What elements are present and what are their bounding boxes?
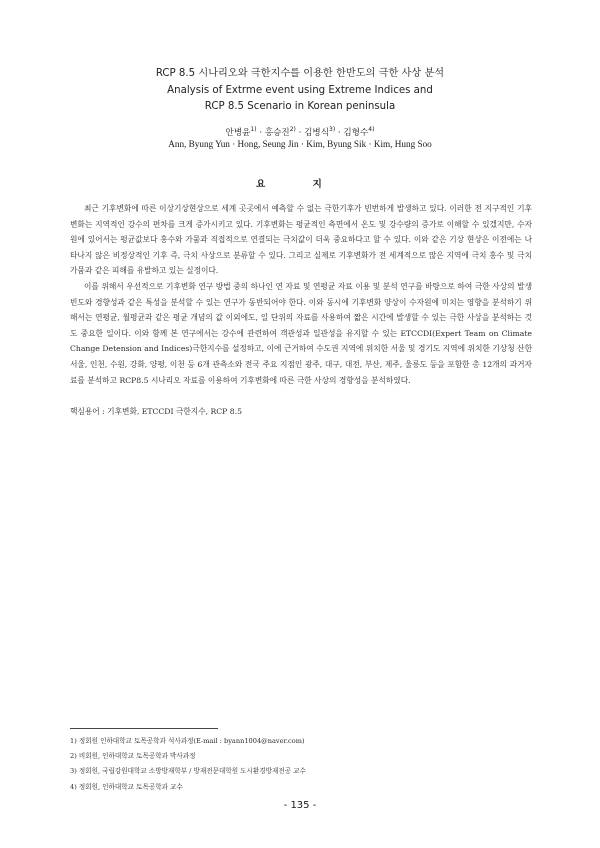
author-separator: · bbox=[295, 127, 305, 138]
page-number: - 135 - bbox=[283, 800, 317, 811]
title-english-line1: Analysis of Extrme event using Extreme Indices and bbox=[167, 84, 433, 96]
author-footnote-mark: 1) bbox=[250, 126, 257, 133]
author-name: 홍승진 bbox=[264, 127, 290, 138]
abstract-heading: 요 지 bbox=[256, 179, 344, 190]
footnotes bbox=[70, 734, 540, 795]
footnote-divider bbox=[70, 728, 218, 729]
author-name: 안병윤 bbox=[225, 127, 251, 138]
author-footnote-mark: 3) bbox=[329, 126, 336, 133]
author-footnote-mark: 4) bbox=[368, 126, 375, 133]
authors-english: Ann, Byung Yun · Hong, Seung Jin · Kim, Byung Sik · Kim, Hung Soo bbox=[168, 139, 432, 149]
title-korean: RCP 8.5 시나리오와 극한지수를 이용한 한반도의 극한 사상 분석 bbox=[155, 68, 445, 79]
footnote-item: 2) 비회원, 인하대학교 토목공학과 박사과정 bbox=[70, 752, 196, 761]
abstract-body bbox=[70, 201, 532, 388]
author-name: 김병식 bbox=[304, 127, 329, 138]
authors-korean bbox=[60, 124, 540, 139]
author-separator: · bbox=[256, 127, 265, 138]
author-name: 김형수 bbox=[343, 127, 369, 138]
author-separator: · bbox=[335, 127, 344, 138]
abstract-paragraph: 이를 위해서 우선적으로 기후변화 연구 방법 중의 하나인 연 자료 및 연평균 자료 이용 및 분석 연구를 바탕으로 하여 극한 사상의 발생빈도와 경향성과 같은 특성을 분석할 수 있는 연구가 동반되어야 한다. 이와 동시에 기후변화 양상이 수자원에 미치는 영향을 분석하기 위해서는 연평균, 월평균과 같은 평균 개념의 값 이외에도, 일 단위의 자료를 사용하여 짧은 시간에 발생할 수 있는 극한 사상을 분석하는 것도 중요한 일이다. 이와 함께 본 연구에서는 강수에 관련하여 객관성과 일관성을 유지할 수 있는 ETCCDI(Expert Team on Climate Change Detension and Indices)극한지수를 설정하고, 이에 근거하여 수도권 지역에 위치한 서울 및 경기도 지역에 위치한 기상청 산한 서울, 인천, 수원, 강화, 양평, 이천 등 6개 관측소와 전국 주요 지점인 광주, 대구, 대전, 부산, 제주, 울릉도 등을 포함한 총 12개의 과거자료를 분석하고 RCP8.5 시나리오 자료를 이용하여 기후변화에 따른 극한 사상의 경향성을 분석하였다. bbox=[70, 281, 532, 385]
keywords: 핵심용어 : 기후변화, ETCCDI 극한지수, RCP 8.5 bbox=[70, 407, 243, 416]
footnote-item: 1) 정회원 인하대학교 토목공학과 석사과정(E-mail : byann1004@naver.com) bbox=[70, 737, 305, 745]
footnote-item: 4) 정회원, 인하대학교 토목공학과 교수 bbox=[70, 782, 183, 791]
abstract-paragraph: 최근 기후변화에 따른 이상기상현상으로 세계 곳곳에서 예측할 수 없는 극한기후가 빈번하게 발생하고 있다. 이러한 전 지구적인 기후변화는 지역적인 강수의 편차를 크게 증가시키고 있다. 기후변화는 평균적인 측면에서 온도 및 강수량의 증가로 이해할 수 있겠지만, 수자원에 있어서는 평균값보다 홍수와 가뭄과 직접적으로 연결되는 극치값이 더욱 중요하다고 할 수 있다. 이와 같은 기상 현상은 이전에는 나타나지 않은 비정상적인 기후 즉, 극치 사상으로 분류할 수 있다. 그리고 실제로 기후변화가 전 세계적으로 많은 지역에 극치 홍수 및 극치 가뭄과 같은 피해를 유발하고 있는 실정이다. bbox=[70, 204, 532, 276]
title-english-line2: RCP 8.5 Scenario in Korean peninsula bbox=[204, 101, 396, 112]
author-footnote-mark: 2) bbox=[289, 126, 296, 133]
title-block bbox=[60, 66, 540, 116]
footnote-item: 3) 정회원, 국립강원대학교 소방방재학부 / 방재전문대학원 도시환경방재전공 교수 bbox=[70, 767, 306, 776]
